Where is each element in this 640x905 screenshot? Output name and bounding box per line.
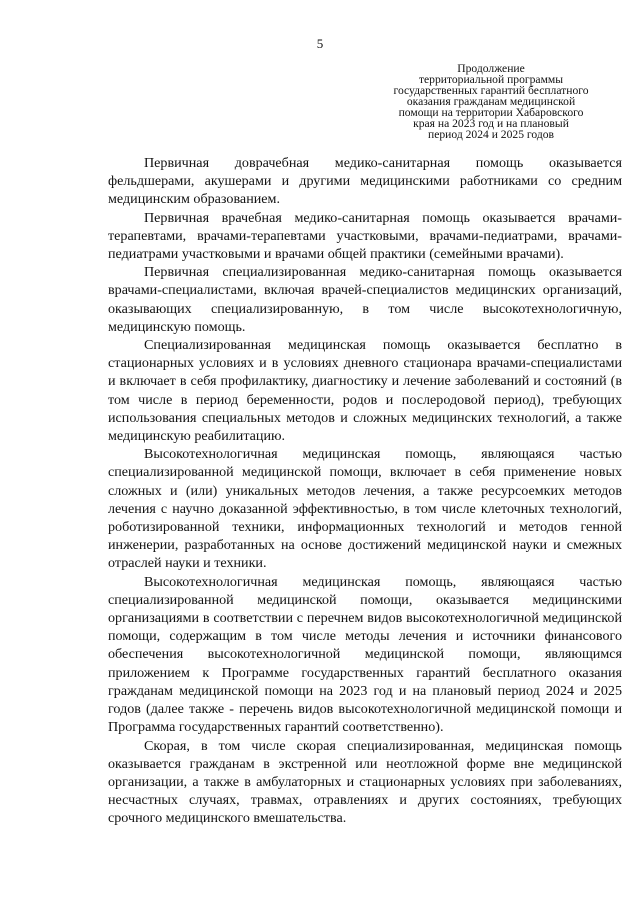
header-note-line: Продолжение: [457, 62, 525, 75]
paragraph-specialized-care: Специализированная медицинская помощь оказывается бесплатно в стационарных условиях и в условиях дневного стационара врачами-специалистами и включает в себя профилактику, диагностику и лечение заболеваний и состояний (в том числе в период беременности, родов и послеродовой период), требующих использования специальных методов и сложных медицинских технологий, а также медицинскую реабилитацию.: [108, 337, 622, 445]
header-note-line: помощи на территории Хабаровского: [398, 106, 584, 119]
paragraph-emergency-care: Скорая, в том числе скорая специализированная, медицинская помощь оказывается гражданам в экстренной или неотложной форме вне медицинской организации, а также в амбулаторных и стационарных условиях при заболеваниях, несчастных случаях, травмах, отравлениях и других состояниях, требующих срочного медицинского вмешательства.: [108, 737, 622, 827]
paragraph-high-tech-care-definition: Высокотехнологичная медицинская помощь, являющаяся частью специализированной медицинской помощи, включает в себя применение новых сложных и (или) уникальных методов лечения, а также ресурсоемких методов лечения с научно доказанной эффективностью, в том числе клеточных технологий, роботизированной техники, информационных технологий и методов генной инженерии, разработанных на основе достижений медицинской науки и смежных отраслей науки и техники.: [108, 446, 622, 572]
page-number: 5: [316, 36, 324, 51]
paragraph-primary-prephysician-care: Первичная доврачебная медико-санитарная помощь оказывается фельдшерами, акушерами и другими медицинскими работниками со средним медицинским образованием.: [108, 155, 622, 208]
header-note-line: оказания гражданам медицинской: [406, 95, 576, 108]
header-note-line: территориальной программы: [418, 73, 564, 86]
paragraph-primary-physician-care: Первичная врачебная медико-санитарная помощь оказывается врачами-терапевтами, врачами-терапевтами участковыми, врачами-педиатрами, врачами-педиатрами участковыми и врачами общей практики (семейными врачами).: [108, 209, 622, 263]
document-body: [108, 154, 622, 828]
paragraph-primary-specialized-care: Первичная специализированная медико-санитарная помощь оказывается врачами-специалистами, включая врачей-специалистов медицинских организаций, оказывающих специализированную, в том числе высокотехнологичную, медицинскую помощь.: [108, 264, 622, 335]
header-note-line: края на 2023 год и на плановый: [413, 117, 569, 130]
appendix-header-note: [376, 63, 606, 140]
header-note-line: государственных гарантий бесплатного: [393, 84, 589, 97]
header-note-line: период 2024 и 2025 годов: [428, 128, 554, 141]
paragraph-high-tech-care-provision: Высокотехнологичная медицинская помощь, являющаяся частью специализированной медицинской помощи, оказывается медицинскими организациями в соответствии с перечнем видов высокотехнологичной медицинской помощи, содержащим в том числе методы лечения и источники финансового обеспечения высокотехнологичной медицинской помощи, являющимся приложением к Программе государственных гарантий бесплатного оказания гражданам медицинской помощи на 2023 год и на плановый период 2024 и 2025 годов (далее также - перечень видов высокотехнологичной медицинской помощи и Программа государственных гарантий соответственно).: [108, 573, 622, 736]
